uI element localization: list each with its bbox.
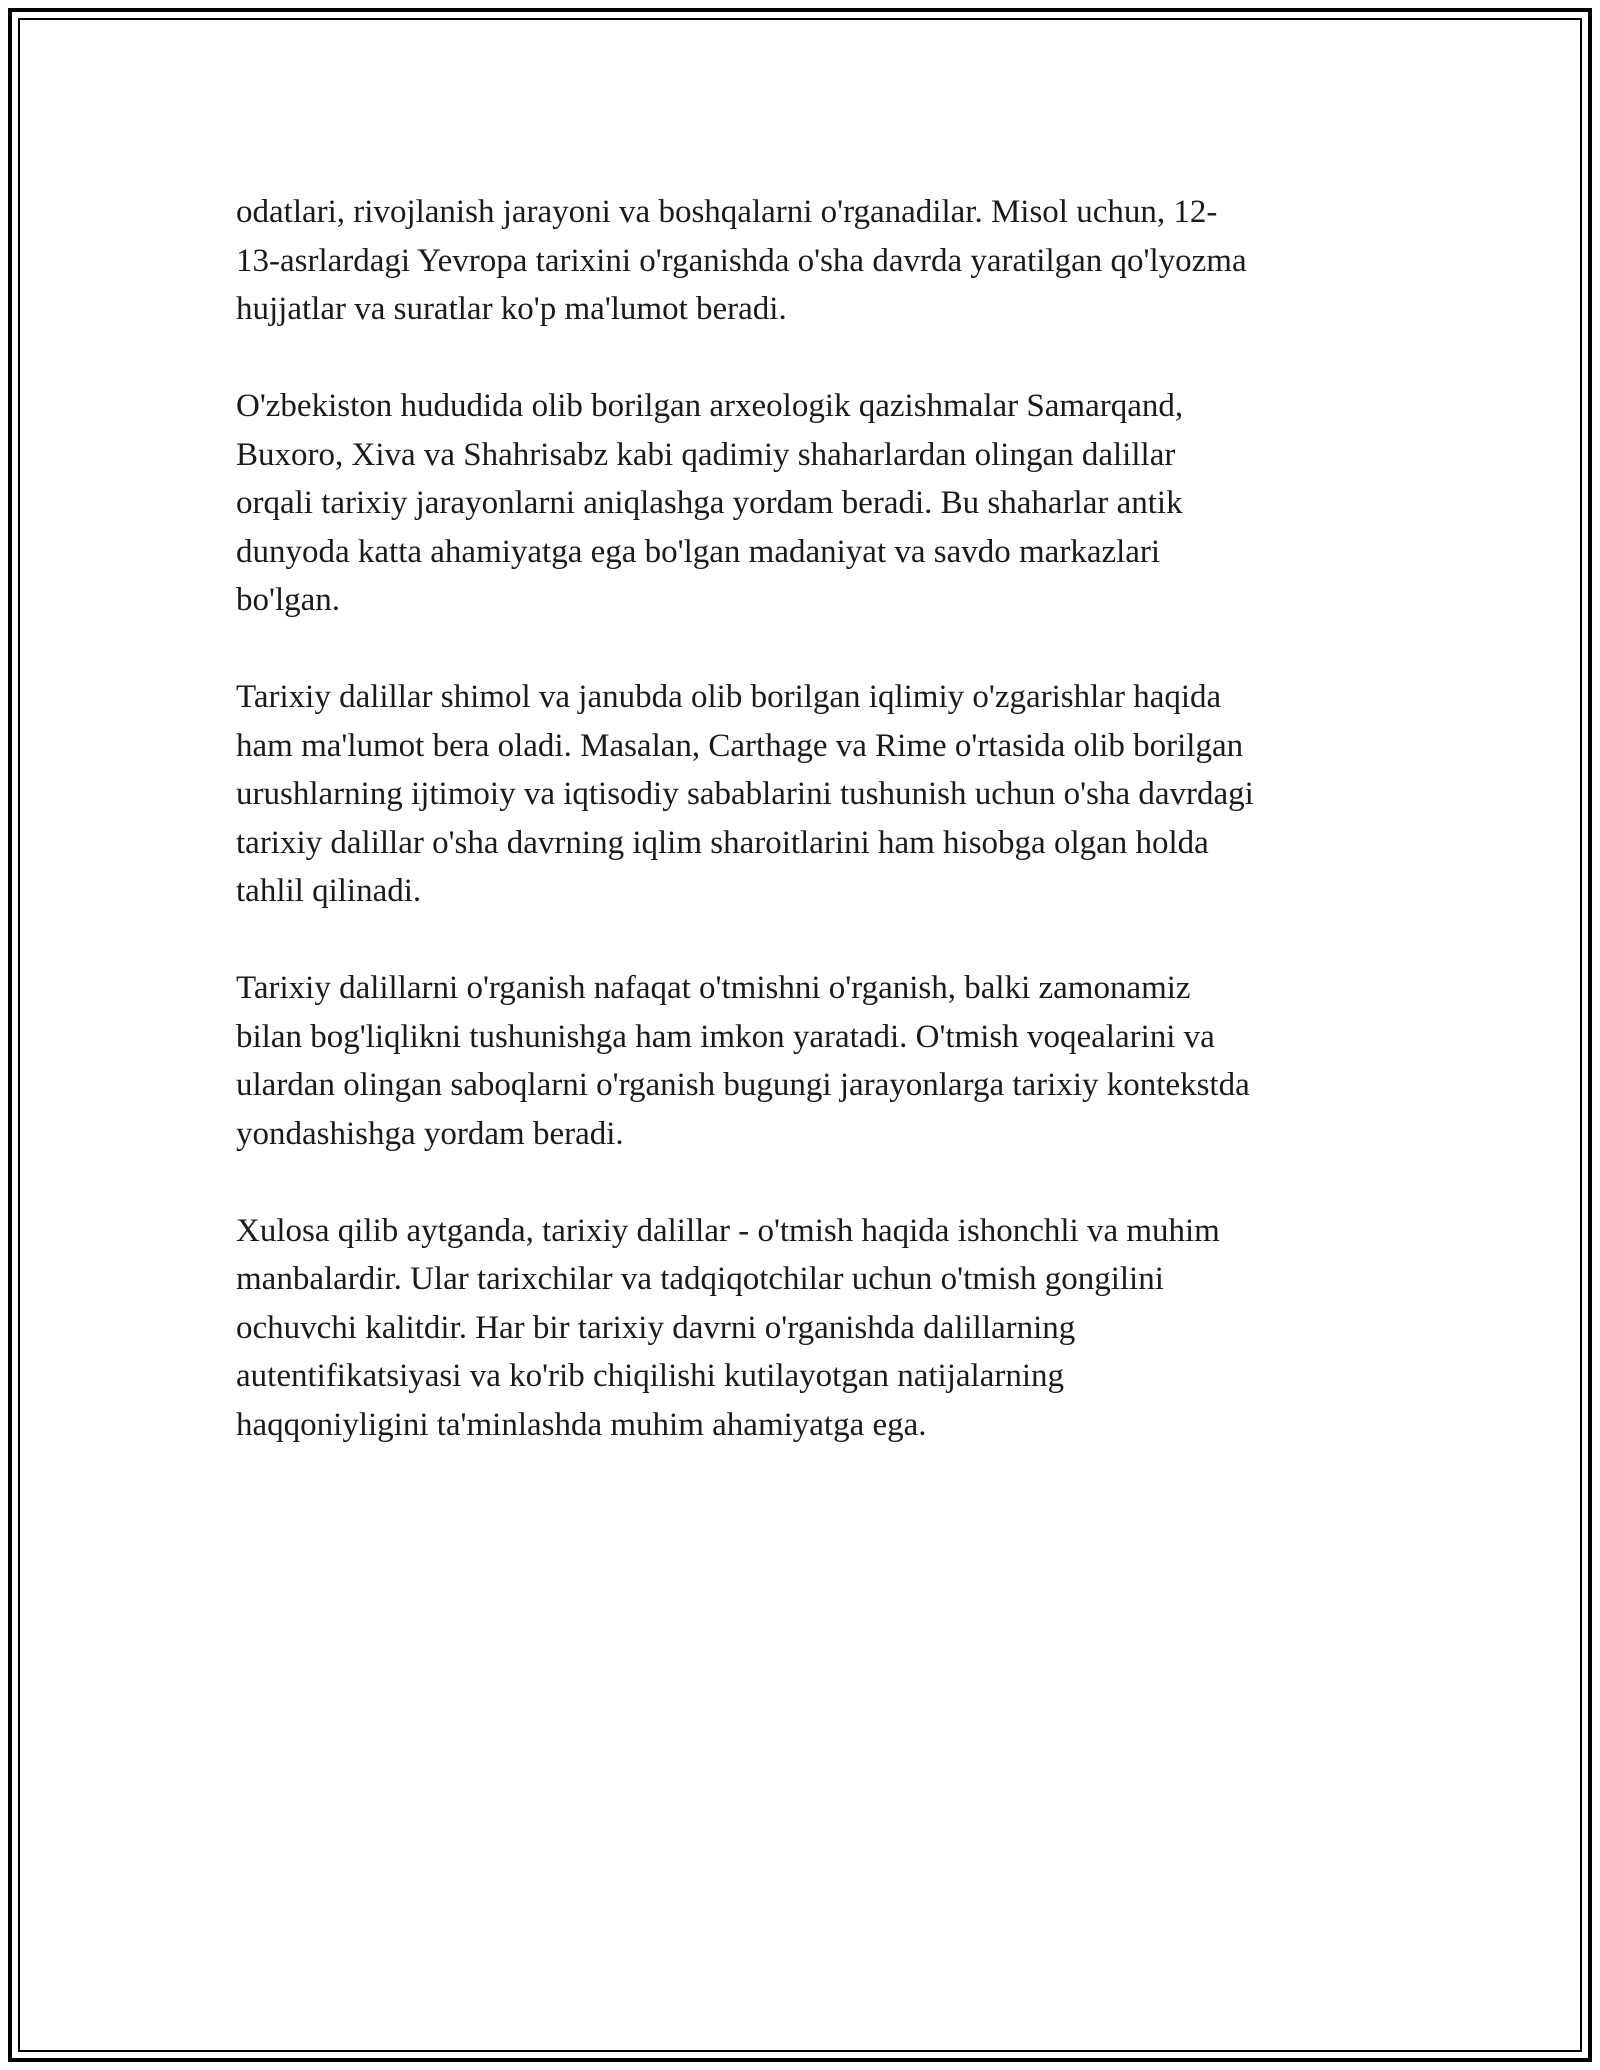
text-line: autentifikatsiyasi va ko'rib chiqilishi kutilayotgan natijalarning (236, 1358, 1065, 1394)
paragraph-5 (236, 1207, 1396, 1450)
text-line: O'zbekiston hududida olib borilgan arxeologik qazishmalar Samarqand, (236, 388, 1184, 424)
text-line: ulardan olingan saboqlarni o'rganish bugungi jarayonlarga tarixiy kontekstda (236, 1067, 1250, 1103)
document-body (236, 188, 1396, 1449)
text-line: urushlarning ijtimoiy va iqtisodiy sabablarini tushunish uchun o'sha davrdagi (236, 776, 1254, 812)
text-line: tahlil qilinadi. (236, 873, 422, 909)
text-line: hujjatlar va suratlar ko'p ma'lumot beradi. (236, 291, 787, 327)
paragraph-1 (236, 188, 1396, 334)
text-line: yondashishga yordam beradi. (236, 1115, 624, 1152)
text-line: Tarixiy dalillar shimol va janubda olib borilgan iqlimiy o'zgarishlar haqida (236, 679, 1222, 715)
text-line: ochuvchi kalitdir. Har bir tarixiy davrni o'rganishda dalillarning (236, 1309, 1076, 1346)
text-line: ham ma'lumot bera oladi. Masalan, Carthage va Rime o'rtasida olib borilgan (236, 727, 1244, 764)
text-line: 13-asrlardagi Yevropa tarixini o'rganishda o'sha davrda yaratilgan qo'lyozma (236, 242, 1247, 279)
text-line: bilan bog'liqlikni tushunishga ham imkon yaratadi. O'tmish voqealarini va (236, 1018, 1215, 1055)
text-line: odatlari, rivojlanish jarayoni va boshqalarni o'rganadilar. Misol uchun, 12- (236, 194, 1218, 230)
text-line: haqqoniyligini ta'minlashda muhim ahamiyatga ega. (236, 1406, 927, 1443)
paragraph-3 (236, 673, 1396, 916)
paragraph-2 (236, 382, 1396, 625)
text-line: tarixiy dalillar o'sha davrning iqlim sharoitlarini ham hisobga olgan holda (236, 824, 1209, 861)
text-line: dunyoda katta ahamiyatga ega bo'lgan madaniyat va savdo markazlari (236, 533, 1161, 570)
text-line: Tarixiy dalillarni o'rganish nafaqat o'tmishni o'rganish, balki zamonamiz (236, 970, 1191, 1006)
text-line: manbalardir. Ular tarixchilar va tadqiqotchilar uchun o'tmish gongilini (236, 1261, 1164, 1297)
text-line: orqali tarixiy jarayonlarni aniqlashga yordam beradi. Bu shaharlar antik (236, 485, 1183, 521)
text-line: bo'lgan. (236, 582, 341, 618)
paragraph-4 (236, 964, 1396, 1158)
text-line: Xulosa qilib aytganda, tarixiy dalillar - o'tmish haqida ishonchli va muhim (236, 1212, 1220, 1249)
text-line: Buxoro, Xiva va Shahrisabz kabi qadimiy shaharlardan olingan dalillar (236, 436, 1176, 473)
